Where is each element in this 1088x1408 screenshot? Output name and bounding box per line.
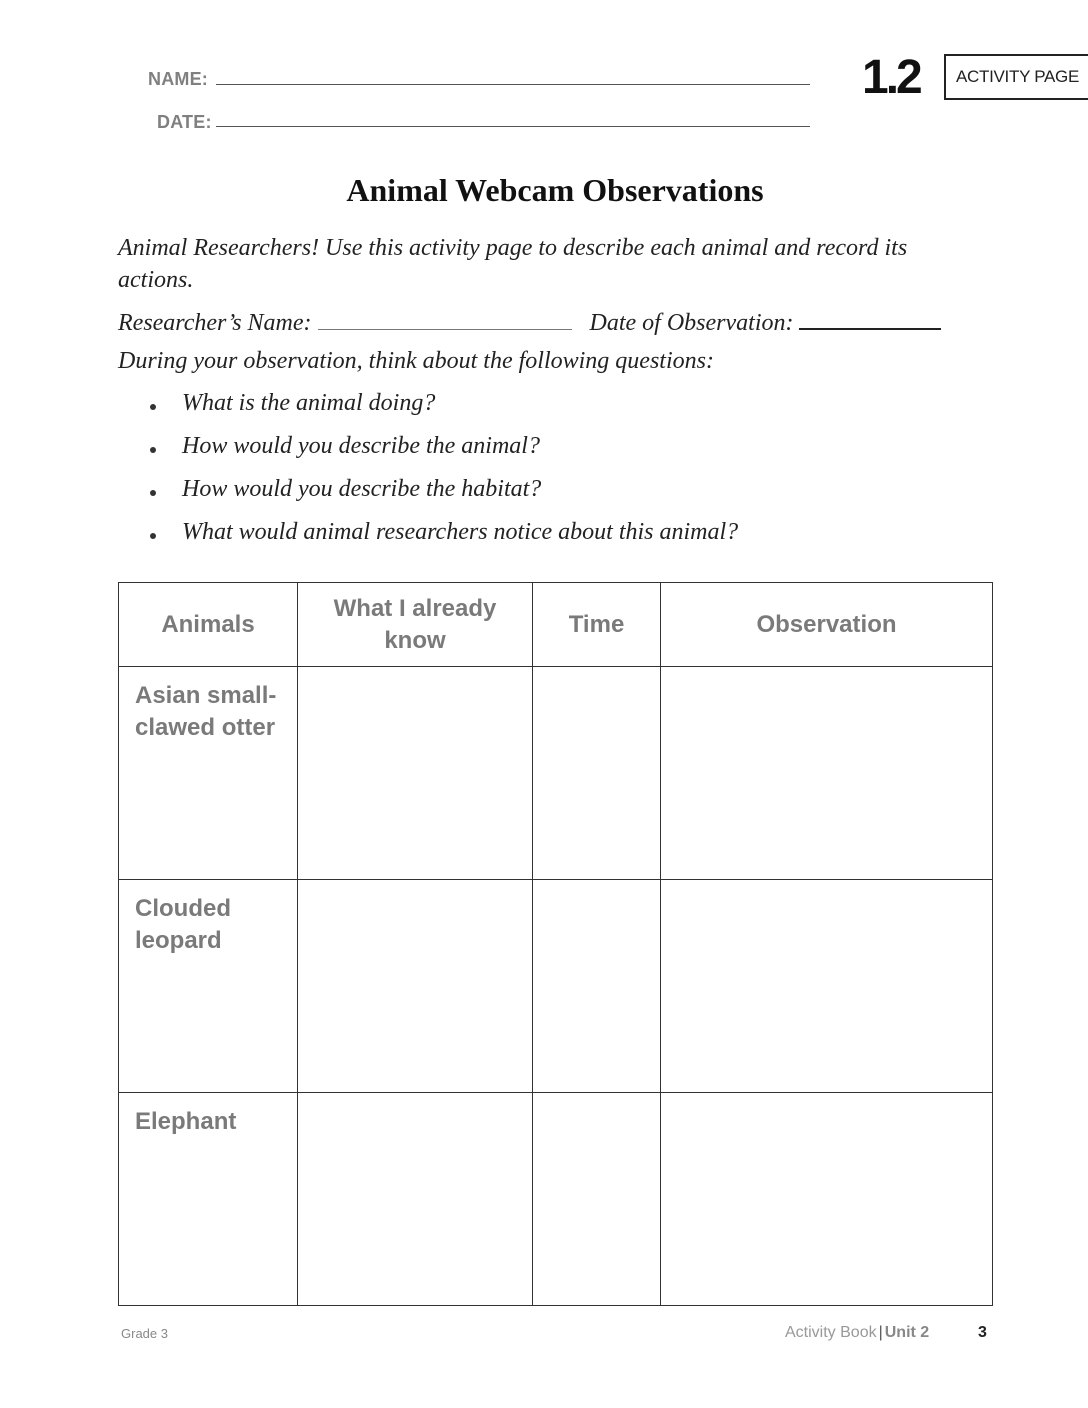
observation-table [118, 582, 993, 1306]
table-header-row [119, 583, 993, 667]
intro-text: Animal Researchers! Use this activity page to describe each animal and record its actions. [118, 235, 908, 293]
researcher-name-label: Researcher’s Name: [118, 310, 312, 336]
name-line[interactable] [216, 84, 810, 85]
bullet-icon [150, 490, 156, 496]
observation-cell[interactable] [661, 880, 993, 1093]
animal-name: Clouded leopard [135, 895, 231, 954]
footer-grade: Grade 3 [121, 1326, 168, 1341]
observation-cell[interactable] [661, 1093, 993, 1306]
footer-page-number: 3 [978, 1324, 987, 1341]
header-time: Time [533, 583, 661, 667]
footer-unit: Unit 2 [884, 1324, 930, 1341]
footer-book-title: Activity Book [785, 1324, 877, 1341]
activity-page-box [944, 54, 1088, 100]
already-know-cell[interactable] [298, 880, 533, 1093]
bullet-icon [150, 404, 156, 410]
table-row [119, 667, 993, 880]
researcher-name-blank[interactable] [318, 307, 572, 330]
already-know-cell[interactable] [298, 1093, 533, 1306]
question-item: How would you describe the animal? [150, 433, 738, 476]
name-label: NAME: [148, 69, 208, 89]
animal-name: Elephant [135, 1108, 237, 1135]
footer-book [785, 1324, 929, 1342]
question-item: How would you describe the habitat? [150, 476, 738, 519]
question-item: What would animal researchers notice about this animal? [150, 519, 738, 562]
observation-date-label: Date of Observation: [589, 310, 794, 336]
activity-page-label: ACTIVITY PAGE [956, 67, 1080, 86]
footer-separator: | [878, 1324, 883, 1341]
animal-name: Asian small-clawed otter [135, 682, 277, 741]
observation-cell[interactable] [661, 667, 993, 880]
already-know-cell[interactable] [298, 667, 533, 880]
time-cell[interactable] [533, 667, 661, 880]
activity-number: 1.2 [862, 51, 920, 104]
date-line[interactable] [216, 126, 810, 127]
table-row [119, 880, 993, 1093]
date-label: DATE: [157, 112, 212, 132]
observation-date-blank[interactable] [799, 306, 941, 330]
page-title: Animal Webcam Observations [346, 172, 764, 208]
header-already-know: What I already know [298, 583, 533, 667]
table-row [119, 1093, 993, 1306]
question-item: What is the animal doing? [150, 390, 738, 433]
bullet-icon [150, 533, 156, 539]
animal-cell [119, 667, 298, 880]
animal-cell [119, 880, 298, 1093]
question-list [150, 390, 738, 562]
bullet-icon [150, 447, 156, 453]
questions-prompt: During your observation, think about the following questions: [118, 348, 714, 374]
researcher-row [118, 306, 941, 337]
time-cell[interactable] [533, 880, 661, 1093]
animal-cell [119, 1093, 298, 1306]
time-cell[interactable] [533, 1093, 661, 1306]
header-observation: Observation [661, 583, 993, 667]
header-animals: Animals [119, 583, 298, 667]
